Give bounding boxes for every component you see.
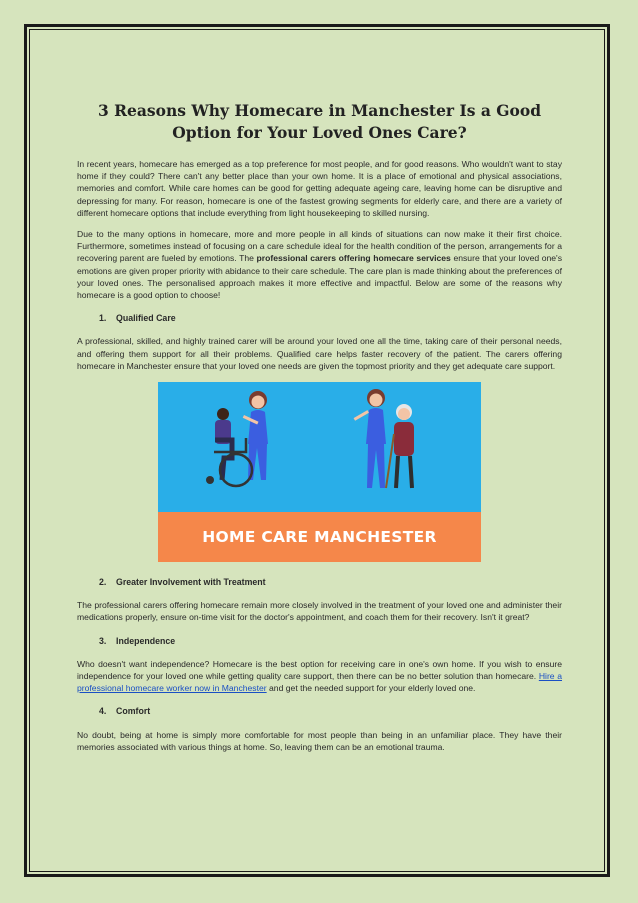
hire-homecare-worker-link[interactable]: Hire a professional homecare worker now in Manchester <box>77 671 562 694</box>
section-body-independence: Who doesn't want independence? Homecare is the best option for receiving care in one's own home. If you wish to ensure independence for your loved one while getting quality care support, then there can be no better solution than homecare. Hire a professional homecare worker now in Manchester and get the needed support for your elderly loved one. <box>77 658 562 694</box>
section-heading-qualified-care: 1. Qualified Care <box>99 313 176 324</box>
wheelchair-carer-figure <box>206 391 268 486</box>
home-care-illustration <box>158 382 481 562</box>
section-body-greater-involvement: The professional carers offering homecare remain more closely involved in the treatment of your loved one and administer their medications properly, ensure on-time visit for the doctor's appointment, and coach them for their recovery. Isn't it great? <box>77 600 562 623</box>
document-title: 3 Reasons Why Homecare in Manchester Is a Good Option for Your Loved Ones Care? <box>97 101 542 142</box>
intro-paragraph-1: In recent years, homecare has emerged as a top preference for most people, and for good reasons. Who wouldn't want to stay home if they could? There can't any better place than your own home. It is a place of emotional and physical associations, memories and comfort. While care homes can be good for getting adequate ageing care, leaving home can be disruptive and depressing for many. For reason, homecare is one of the fastest growing segments for elderly care, and there are a variety of different homecare options that include everything from light housekeeping to skilled nursing. <box>77 159 562 218</box>
home-care-banner: HOME CARE MANCHESTER <box>158 512 481 562</box>
section-heading-greater-involvement: 2. Greater Involvement with Treatment <box>99 577 266 588</box>
bold-phrase: professional carers offering homecare services <box>256 253 451 264</box>
intro-paragraph-2: Due to the many options in homecare, more and more people in all kinds of situations can now make it their first choice. Furthermore, sometimes instead of focusing on a care schedule ideal for the health condition of the person, arrangements for a recovering parent are fueled by emotions. The professional carers offering homecare services ensure that your loved one's emotions are given proper priority with abidance to their care schedule. The care plan is made thinking about the preferences of your loved ones. The personalised approach makes it more effective and impactful. Below are some of the reasons why homecare is a good option to choose! <box>77 229 562 301</box>
elderly-carer-figure <box>354 389 414 488</box>
section-body-comfort: No doubt, being at home is simply more comfortable for most people than being in an unfamiliar place. They have their memories associated with various things at home. So, leaving them can be an emotional trauma. <box>77 729 562 752</box>
document-body <box>77 100 562 762</box>
section-body-qualified-care: A professional, skilled, and highly trained carer will be around your loved one all the time, taking care of their personal needs, and offering them support for all their problems. Qualified care helps faster recovery of the patient. The carers offering homecare in Manchester ensure that your loved one needs are given the topmost priority and they get adequate care support. <box>77 336 562 371</box>
section-heading-comfort: 4. Comfort <box>99 706 151 717</box>
carers-illustration-graphic <box>158 382 481 512</box>
section-heading-independence: 3. Independence <box>99 635 176 646</box>
